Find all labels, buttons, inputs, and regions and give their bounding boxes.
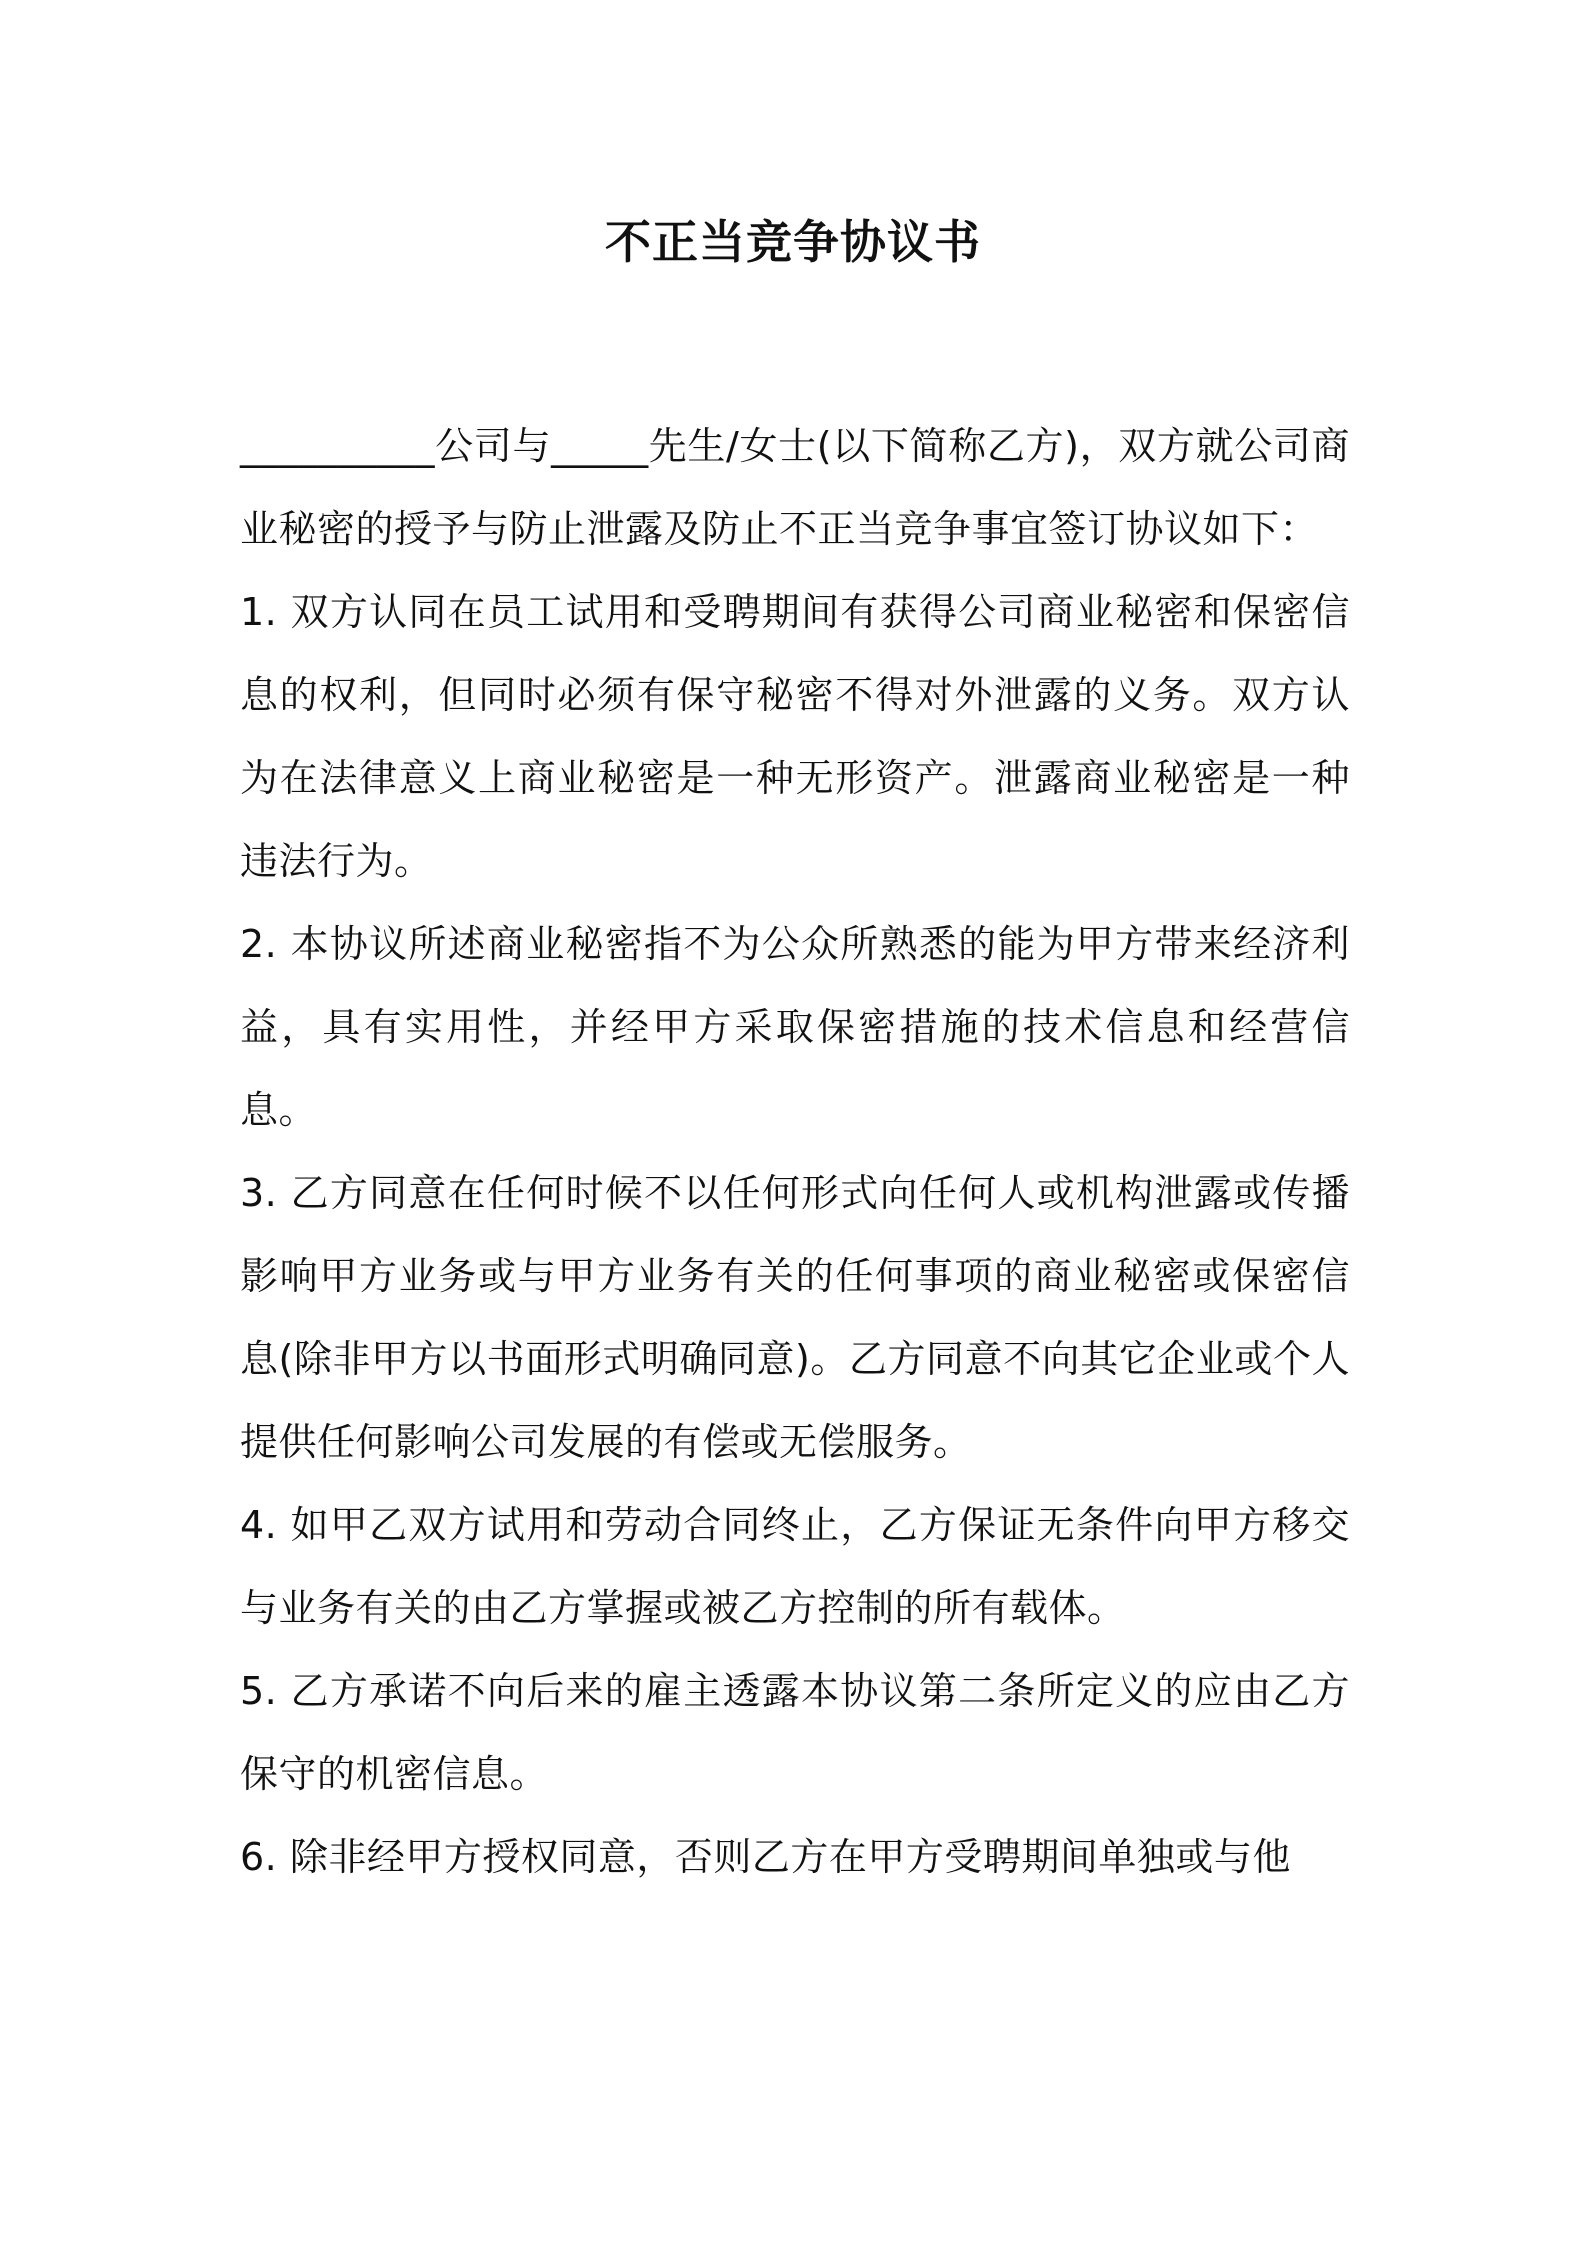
intro-paragraph: __________公司与_____先生/女士(以下简称乙方)，双方就公司商业秘密的授予与防止泄露及防止不正当竞争事宜签订协议如下： bbox=[240, 424, 1350, 551]
clause-4: 4. 如甲乙双方试用和劳动合同终止，乙方保证无条件向甲方移交与业务有关的由乙方掌握或被乙方控制的所有载体。 bbox=[240, 1503, 1350, 1630]
clause-5: 5. 乙方承诺不向后来的雇主透露本协议第二条所定义的应由乙方保守的机密信息。 bbox=[240, 1669, 1350, 1796]
clause-6: 6. 除非经甲方授权同意，否则乙方在甲方受聘期间单独或与他 bbox=[240, 1835, 1291, 1879]
clause-1: 1. 双方认同在员工试用和受聘期间有获得公司商业秘密和保密信息的权利，但同时必须有保守秘密不得对外泄露的义务。双方认为在法律意义上商业秘密是一种无形资产。泄露商业秘密是一种违法行为。 bbox=[240, 590, 1350, 883]
clause-2: 2. 本协议所述商业秘密指不为公众所熟悉的能为甲方带来经济利益，具有实用性，并经甲方采取保密措施的技术信息和经营信息。 bbox=[240, 922, 1350, 1132]
document-body bbox=[240, 405, 1350, 1899]
clause-3: 3. 乙方同意在任何时候不以任何形式向任何人或机构泄露或传播影响甲方业务或与甲方业务有关的任何事项的商业秘密或保密信息(除非甲方以书面形式明确同意)。乙方同意不向其它企业或个人提供任何影响公司发展的有偿或无偿服务。 bbox=[240, 1171, 1350, 1464]
document-title: 不正当竞争协议书 bbox=[605, 215, 981, 269]
